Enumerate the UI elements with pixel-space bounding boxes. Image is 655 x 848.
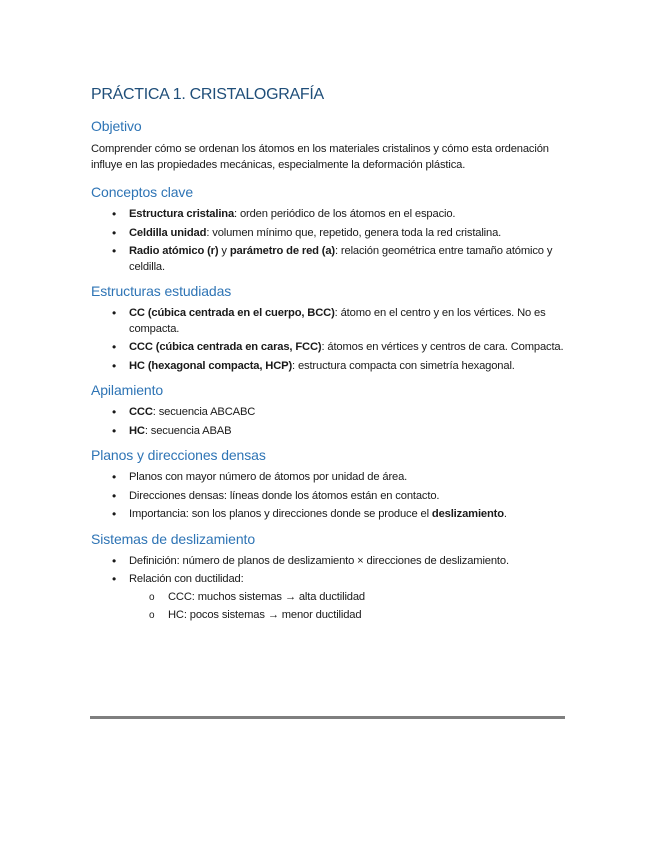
term: Estructura cristalina [129, 208, 235, 220]
description: Importancia: son los planos y direcciones donde se produce el [129, 508, 432, 520]
list-item [91, 405, 571, 421]
term: CCC (cúbica centrada en caras, FCC) [129, 341, 322, 353]
description: : secuencia ABAB [144, 424, 232, 437]
heading-estructuras: Estructuras estudiadas [91, 283, 232, 299]
list-item [91, 207, 571, 223]
term: CC (cúbica centrada en el cuerpo, BCC) [129, 307, 335, 319]
objetivo-text: Comprender cómo se ordenan los átomos en los materiales cristalinos y cómo esta ordenación influye en las propiedades mecánicas, especialmente la deformación plástica. [91, 143, 549, 171]
list-item [91, 244, 571, 275]
description: : volumen mínimo que, repetido, genera toda la red cristalina. [206, 226, 502, 239]
horizontal-rule [90, 716, 565, 719]
description: : relación geométrica entre tamaño atómico y celdilla. [129, 245, 553, 273]
list-item [91, 424, 571, 440]
estructuras-list [91, 306, 571, 374]
term: HC [129, 424, 145, 437]
list-item [91, 340, 571, 356]
connector: y [218, 245, 230, 257]
term: Celdilla unidad [129, 226, 207, 239]
list-item [91, 359, 571, 375]
description: Relación con ductilidad: [129, 573, 244, 585]
sistemas-list [91, 554, 571, 624]
term: CCC [129, 406, 153, 418]
description: : estructura compacta con simetría hexagonal. [292, 359, 515, 372]
list-item [91, 306, 571, 337]
sublist-item: o CCC: muchos sistemas → alta ductilidad [91, 590, 571, 606]
conceptos-list [91, 207, 571, 275]
list-item: • Direcciones densas: líneas donde los átomos están en contacto. [91, 489, 571, 505]
description: : orden periódico de los átomos en el espacio. [234, 208, 456, 220]
heading-planos: Planos y direcciones densas [91, 447, 266, 463]
description: : átomos en vértices y centros de cara. Compacta. [321, 341, 564, 353]
heading-sistemas: Sistemas de deslizamiento [91, 530, 256, 547]
description: : secuencia ABCABC [152, 406, 256, 418]
list-item: • Definición: número de planos de deslizamiento × direcciones de deslizamiento. [91, 554, 571, 570]
sublist-item: o HC: pocos sistemas → menor ductilidad [91, 608, 571, 624]
punctuation: . [503, 508, 507, 520]
heading-objetivo: Objetivo [91, 118, 142, 134]
document-content [91, 84, 571, 631]
term: HC (hexagonal compacta, HCP) [129, 359, 293, 372]
list-item [91, 226, 571, 242]
term: parámetro de red (a) [229, 245, 336, 257]
term: Radio atómico (r) [129, 245, 219, 257]
description: : átomo en el centro y en los vértices. No es compacta. [129, 307, 546, 335]
term: deslizamiento [431, 508, 504, 520]
list-item [91, 572, 571, 624]
heading-apilamiento: Apilamiento [91, 382, 164, 398]
heading-conceptos: Conceptos clave [91, 184, 194, 200]
ductilidad-sublist [129, 590, 571, 624]
list-item [91, 507, 571, 523]
apilamiento-list [91, 405, 571, 439]
planos-list [91, 470, 571, 523]
page-title: PRÁCTICA 1. CRISTALOGRAFÍA [91, 86, 324, 103]
list-item: • Planos con mayor número de átomos por unidad de área. [91, 470, 571, 486]
